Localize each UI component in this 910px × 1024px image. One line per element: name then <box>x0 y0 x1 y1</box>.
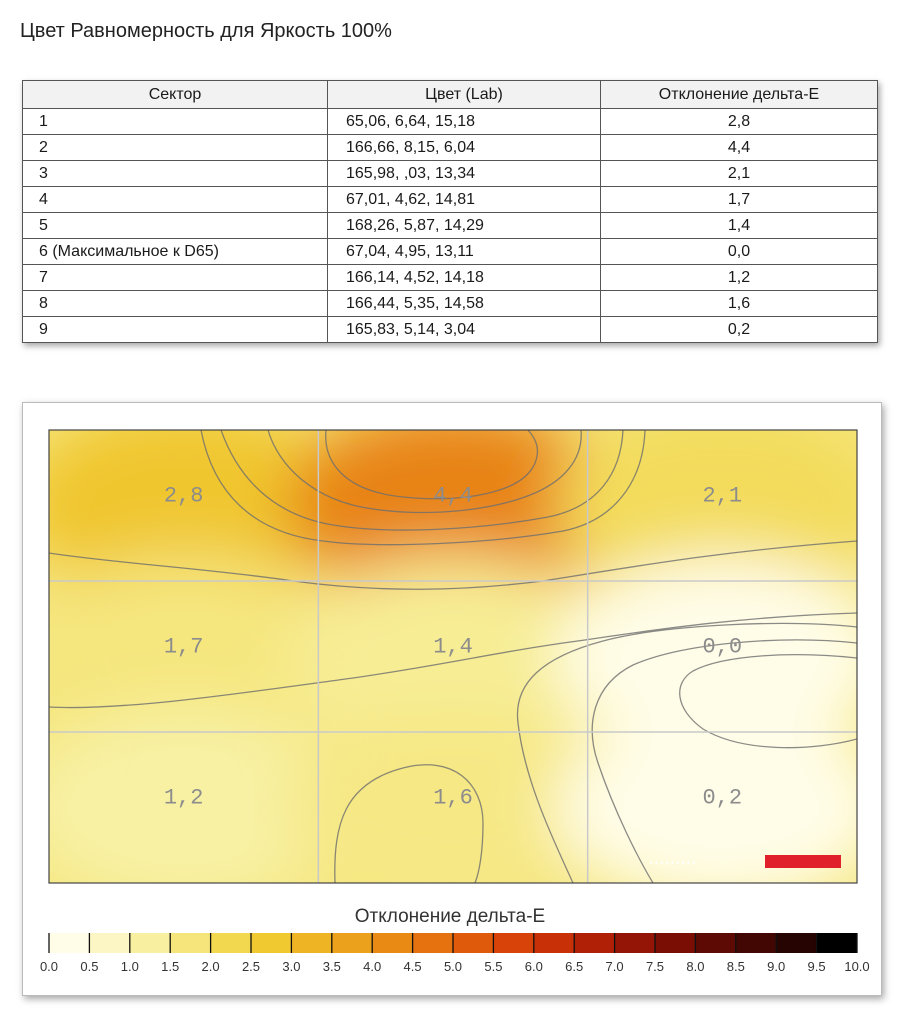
sector-cell: 1 <box>23 109 328 135</box>
lab-cell: 165,83, 5,14, 3,04 <box>328 317 601 343</box>
cell-value-label: 1,6 <box>433 785 473 811</box>
page-title: Цвет Равномерность для Яркость 100% <box>20 20 392 42</box>
colorbar-segment <box>332 933 373 953</box>
delta-cell: 2,1 <box>601 161 878 187</box>
sector-cell: 8 <box>23 291 328 317</box>
colorbar-segment <box>776 933 817 953</box>
colorbar-segment <box>817 933 858 953</box>
colorbar-segment <box>251 933 292 953</box>
colorbar-tick-label: 4.0 <box>363 959 382 974</box>
colorbar-tick-label: 1.5 <box>161 959 180 974</box>
colorbar-tick-label: 5.0 <box>443 959 463 974</box>
table-row <box>23 187 878 213</box>
colorbar-tick-label: 10.0 <box>844 959 870 974</box>
colorbar-tick-label: 2.5 <box>241 959 261 974</box>
cell-value-label: 1,4 <box>433 634 473 660</box>
watermark-text: ········· <box>649 855 697 872</box>
table-row <box>23 135 878 161</box>
colorbar-segment <box>130 933 171 953</box>
lab-cell: 166,14, 4,52, 14,18 <box>328 265 601 291</box>
colorbar-tick-label: 7.5 <box>645 959 665 974</box>
lab-cell: 67,04, 4,95, 13,11 <box>328 239 601 265</box>
table-header-row <box>23 81 878 109</box>
delta-cell: 1,4 <box>601 213 878 239</box>
lab-cell: 67,01, 4,62, 14,81 <box>328 187 601 213</box>
sector-cell: 2 <box>23 135 328 161</box>
table-row <box>23 109 878 135</box>
table-row <box>23 291 878 317</box>
cell-value-label: 4,4 <box>433 483 473 509</box>
lab-cell: 166,66, 8,15, 6,04 <box>328 135 601 161</box>
colorbar-segment <box>413 933 454 953</box>
table-row <box>23 317 878 343</box>
delta-cell: 1,7 <box>601 187 878 213</box>
heatmap-chart-frame <box>22 402 882 996</box>
delta-cell: 0,0 <box>601 239 878 265</box>
delta-cell: 2,8 <box>601 109 878 135</box>
colorbar-segment <box>291 933 332 953</box>
colorbar-segment <box>736 933 777 953</box>
delta-cell: 4,4 <box>601 135 878 161</box>
colorbar-tick-label: 4.5 <box>403 959 422 974</box>
sector-cell: 6 (Максимальное к D65) <box>23 239 328 265</box>
table-row <box>23 161 878 187</box>
cell-value-label: 0,2 <box>702 785 743 811</box>
colorbar-tick-label: 6.0 <box>524 959 543 974</box>
colorbar-segment <box>493 933 534 953</box>
colorbar-tick-label: 2.0 <box>201 959 220 974</box>
sector-cell: 3 <box>23 161 328 187</box>
colorbar-segment <box>655 933 696 953</box>
watermark-bar <box>765 855 841 868</box>
delta-cell: 0,2 <box>601 317 878 343</box>
colorbar-tick-label: 7.0 <box>605 959 624 974</box>
colorbar-segment <box>453 933 494 953</box>
table-row <box>23 213 878 239</box>
colorbar-tick-label: 8.5 <box>726 959 745 974</box>
table-row <box>23 265 878 291</box>
colorbar-tick-label: 0.0 <box>39 959 59 974</box>
colorbar-segment <box>211 933 252 953</box>
colorbar-tick-label: 1.0 <box>120 959 139 974</box>
header-sector: Сектор <box>23 81 328 109</box>
header-color-lab: Цвет (Lab) <box>328 81 601 109</box>
heatmap-plot-area <box>23 406 881 907</box>
uniformity-table <box>22 80 878 343</box>
delta-cell: 1,2 <box>601 265 878 291</box>
header-delta-e: Отклонение дельта-E <box>601 81 878 109</box>
colorbar-tick-label: 3.0 <box>282 959 301 974</box>
lab-cell: 65,06, 6,64, 15,18 <box>328 109 601 135</box>
lab-cell: 166,44, 5,35, 14,58 <box>328 291 601 317</box>
uniformity-table-container <box>22 80 878 343</box>
colorbar-tick-label: 9.0 <box>767 959 786 974</box>
lab-cell: 168,26, 5,87, 14,29 <box>328 213 601 239</box>
cell-value-label: 1,2 <box>163 785 204 811</box>
sector-cell: 5 <box>23 213 328 239</box>
delta-cell: 1,6 <box>601 291 878 317</box>
sector-cell: 9 <box>23 317 328 343</box>
lab-cell: 165,98, ,03, 13,34 <box>328 161 601 187</box>
colorbar-tick-label: 8.0 <box>686 959 705 974</box>
colorbar-tick-label: 0.5 <box>80 959 99 974</box>
colorbar-segment <box>170 933 211 953</box>
colorbar-segment <box>49 933 90 953</box>
colorbar-segment <box>615 933 656 953</box>
sector-cell: 4 <box>23 187 328 213</box>
colorbar-segment <box>89 933 130 953</box>
cell-value-label: 2,1 <box>702 483 743 509</box>
colorbar-segment <box>574 933 615 953</box>
colorbar-tick-label: 3.5 <box>322 959 341 974</box>
colorbar-segment <box>534 933 575 953</box>
colorbar-tick-label: 5.5 <box>484 959 503 974</box>
colorbar-title: Отклонение дельта-E <box>354 906 546 927</box>
sector-cell: 7 <box>23 265 328 291</box>
colorbar-ticks <box>49 933 857 953</box>
heatmap-chart <box>23 403 881 995</box>
cell-value-label: 0,0 <box>702 634 743 660</box>
colorbar-tick-label: 9.5 <box>807 959 826 974</box>
colorbar-segment <box>695 933 736 953</box>
colorbar-tick-label: 6.5 <box>565 959 584 974</box>
cell-value-label: 2,8 <box>163 483 204 509</box>
cell-value-label: 1,7 <box>163 634 204 660</box>
table-row <box>23 239 878 265</box>
colorbar-segment <box>372 933 413 953</box>
colorbar-tick-labels <box>40 959 870 974</box>
